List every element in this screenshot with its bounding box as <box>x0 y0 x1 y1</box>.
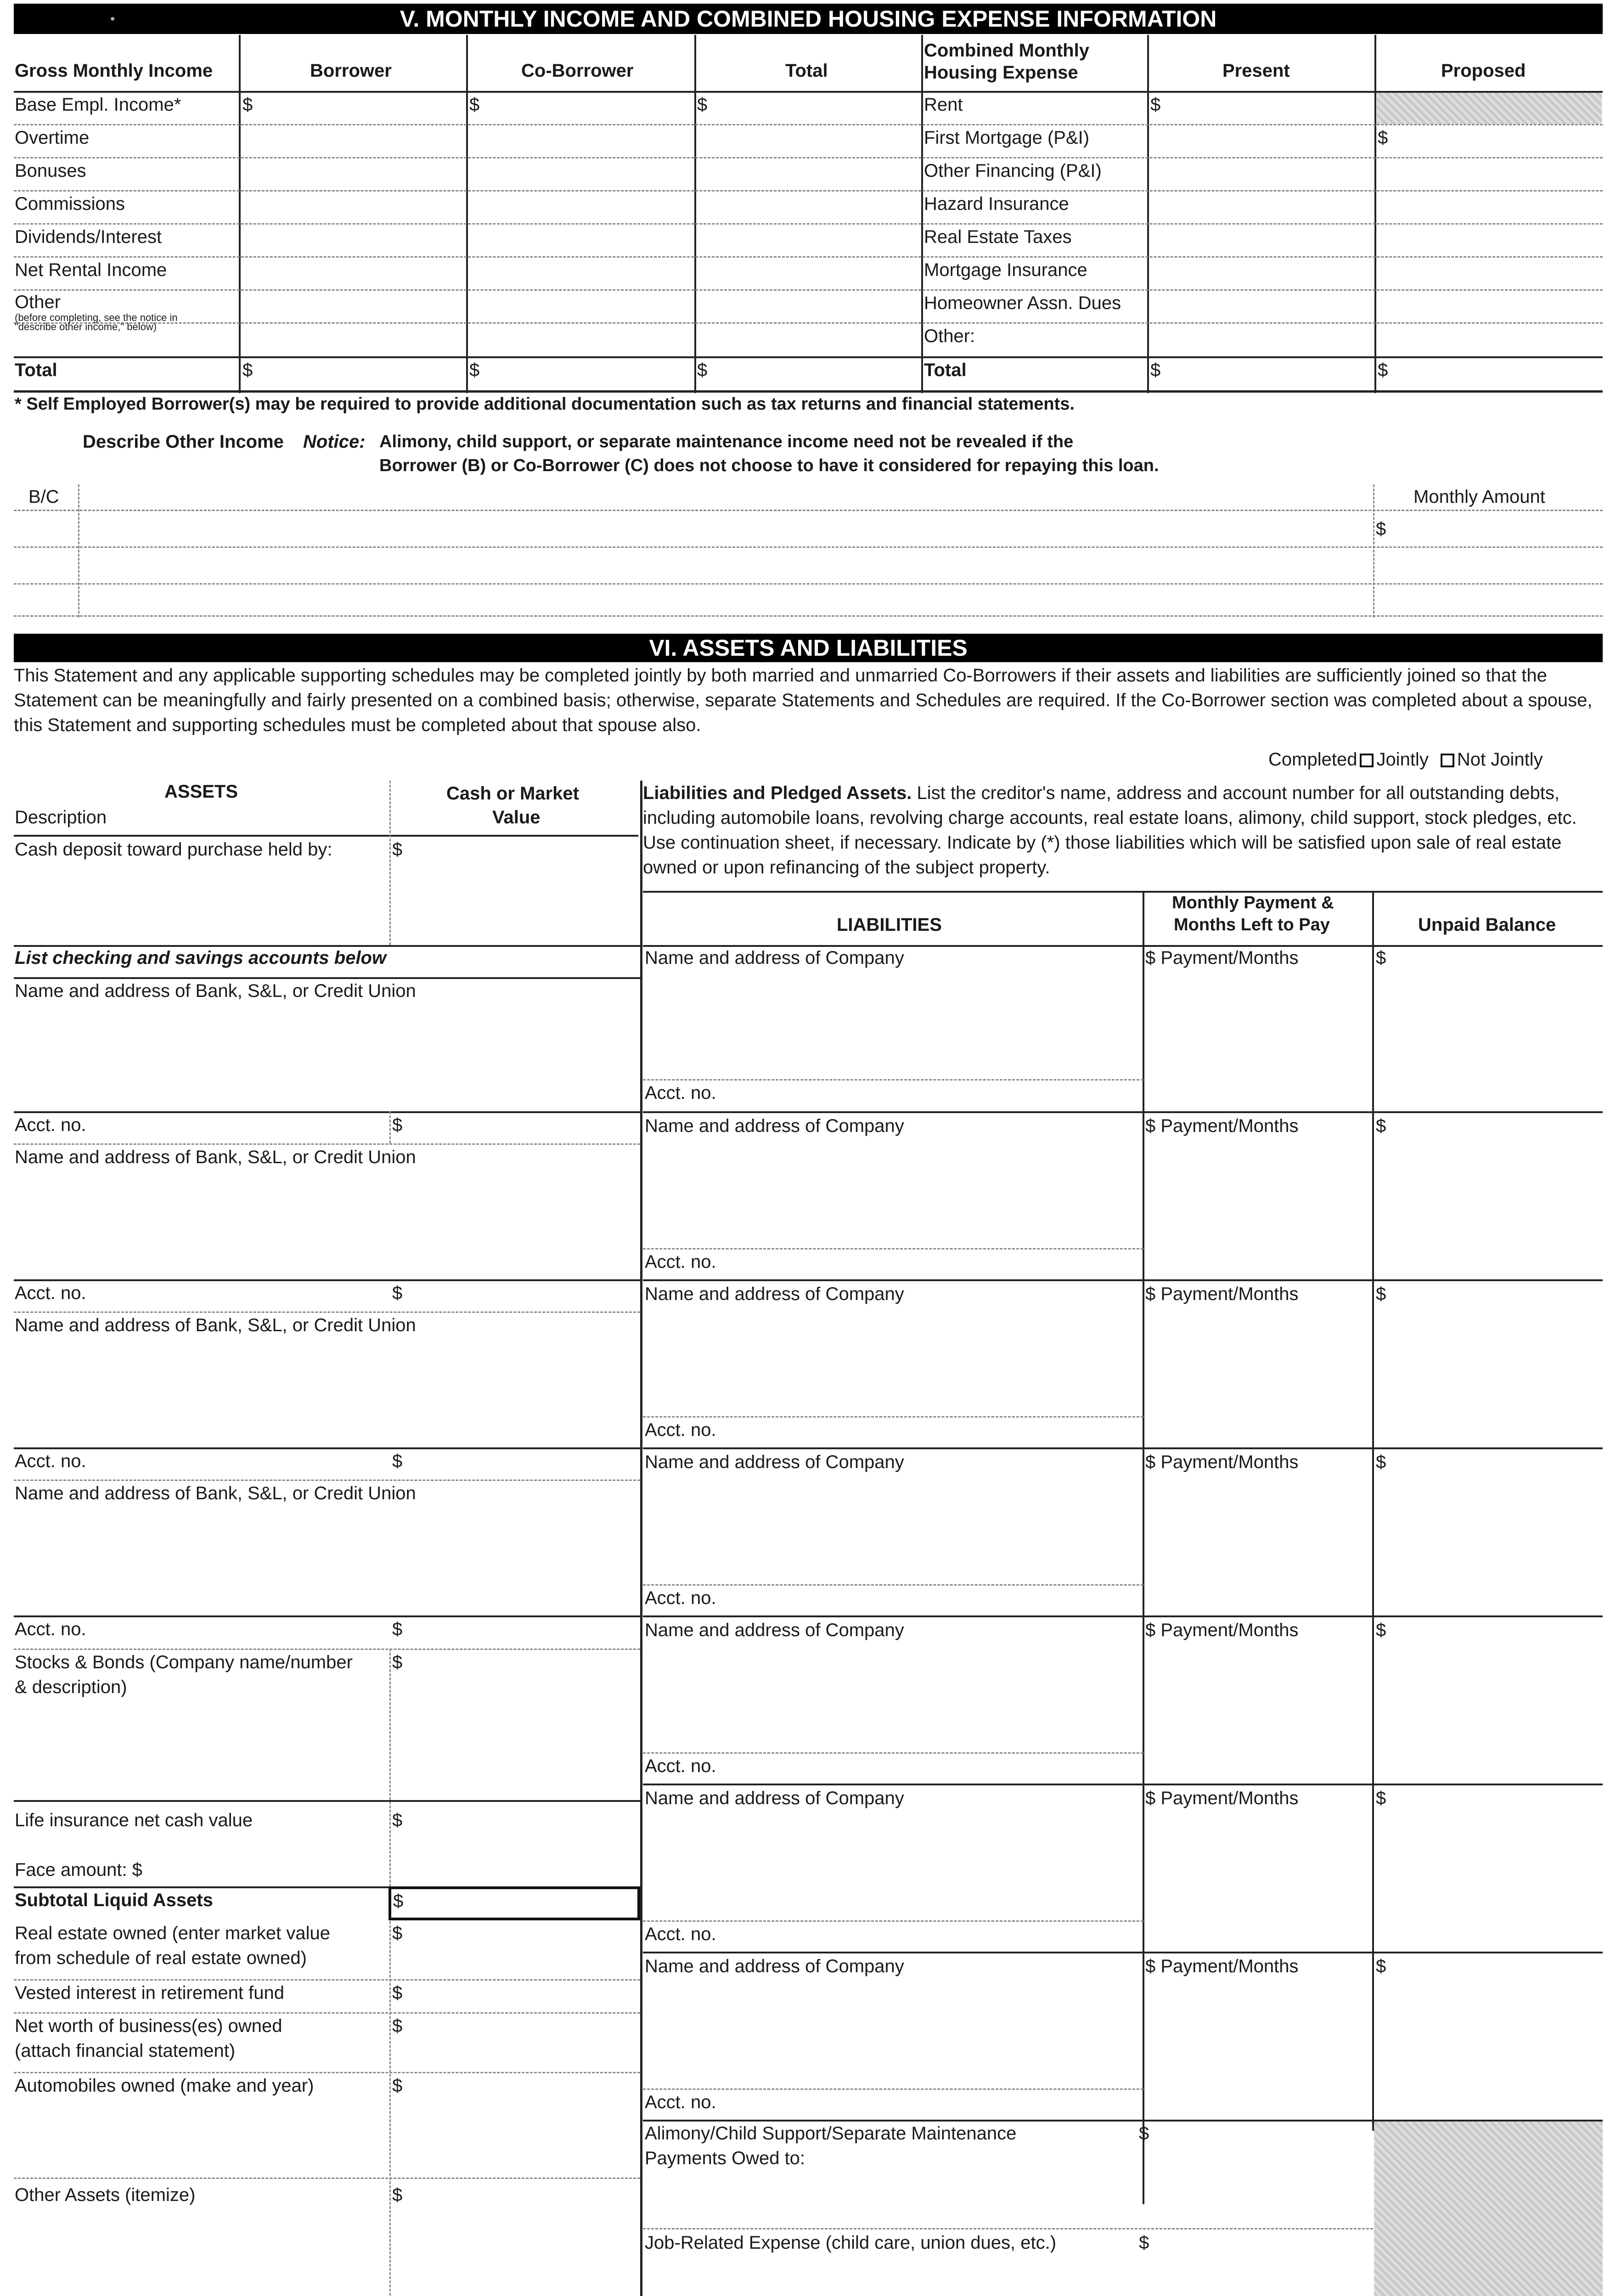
coborrower-total-dollar: $ <box>469 360 480 380</box>
housing-row-label: Other Financing (P&I) <box>924 161 1102 181</box>
monthly-amount-label: Monthly Amount <box>1413 487 1545 507</box>
liabilities-pledged-title: Liabilities and Pledged Assets. <box>643 783 912 803</box>
unpaid-dollar: $ <box>1376 1620 1386 1640</box>
company-label: Name and address of Company <box>645 948 904 968</box>
stocks-dollar: $ <box>392 1652 403 1672</box>
not-jointly-text: Not Jointly <box>1457 749 1543 770</box>
bank-label: Name and address of Bank, S&L, or Credit Union <box>15 1315 416 1335</box>
subtotal-liquid-label: Subtotal Liquid Assets <box>15 1890 213 1910</box>
payment-months-label: $ Payment/Months <box>1145 1452 1299 1472</box>
total-total-dollar: $ <box>697 360 708 380</box>
present-header: Present <box>1222 61 1290 81</box>
company-label: Name and address of Company <box>645 1620 904 1640</box>
self-employed-note: * Self Employed Borrower(s) may be required to provide additional documentation such as tax returns and financial statements. <box>15 394 1075 414</box>
acct-dollar: $ <box>392 1451 403 1471</box>
liabilities-intro <box>643 781 1603 880</box>
section-v-title: V. MONTHLY INCOME AND COMBINED HOUSING EXPENSE INFORMATION <box>14 4 1603 34</box>
alimony-label: Alimony/Child Support/Separate Maintenance <box>645 2123 1017 2144</box>
subtotal-dollar: $ <box>393 1891 404 1911</box>
bank-label: Name and address of Bank, S&L, or Credit Union <box>15 981 416 1001</box>
jointly-text: Jointly <box>1376 749 1429 770</box>
notice-text-1: Alimony, child support, or separate maintenance income need not be revealed if the <box>379 432 1074 451</box>
total-dollar: $ <box>697 95 708 115</box>
company-label: Name and address of Company <box>645 1452 904 1472</box>
proposed-rent-shaded <box>1377 93 1602 124</box>
company-label: Name and address of Company <box>645 1788 904 1808</box>
borrower-dollar: $ <box>242 95 253 115</box>
housing-row-label: First Mortgage (P&I) <box>924 128 1090 148</box>
value-header: Value <box>492 807 541 827</box>
acct-label: Acct. no. <box>645 2092 716 2112</box>
acct-label: Acct. no. <box>645 1252 716 1272</box>
acct-label: Acct. no. <box>645 1924 716 1944</box>
section-vi-intro: This Statement and any applicable supporting schedules may be completed jointly by both married and unmarried Co-Borrowers if their assets and liabilities are sufficiently joined so that the Statement can be meaningfully and fairly presented on a combined basis; otherwise, separate Statements and Schedules are required. If the Co-Borrower section was completed about a spouse, this Statement and supporting schedules must be completed about that spouse also. <box>14 665 1593 735</box>
housing-total-label: Total <box>924 360 967 380</box>
other-assets-dollar: $ <box>392 2185 403 2205</box>
autos-label: Automobiles owned (make and year) <box>15 2076 314 2096</box>
bc-label: B/C <box>28 487 59 507</box>
unpaid-dollar: $ <box>1376 948 1386 968</box>
acct-label: Acct. no. <box>645 1083 716 1103</box>
unpaid-dollar: $ <box>1376 1116 1386 1136</box>
total-header: Total <box>785 61 828 81</box>
company-label: Name and address of Company <box>645 1116 904 1136</box>
income-row-label: Net Rental Income <box>15 260 167 280</box>
income-row-label: Overtime <box>15 128 90 148</box>
asset-dollar: $ <box>392 839 403 860</box>
income-total-label: Total <box>15 360 57 380</box>
housing-row-label: Homeowner Assn. Dues <box>924 293 1121 313</box>
acct-label: Acct. no. <box>645 1420 716 1440</box>
payment-months-label: $ Payment/Months <box>1145 1788 1299 1808</box>
description-header: Description <box>15 807 107 827</box>
job-dollar: $ <box>1139 2233 1149 2253</box>
unpaid-balance-header: Unpaid Balance <box>1418 915 1556 935</box>
acct-label: Acct. no. <box>15 1451 86 1471</box>
housing-row-label: Mortgage Insurance <box>924 260 1087 280</box>
unpaid-dollar: $ <box>1376 1788 1386 1808</box>
other-income-note: (before completing, see the notice in "describe other income," below) <box>15 312 178 332</box>
gross-monthly-income-header: Gross Monthly Income <box>15 61 213 81</box>
proposed-dollar: $ <box>1378 128 1388 148</box>
cash-market-header: Cash or Market <box>446 783 579 804</box>
monthly-payment-header-1: Monthly Payment & <box>1172 893 1334 912</box>
life-dollar: $ <box>392 1810 403 1830</box>
bank-label: Name and address of Bank, S&L, or Credit Union <box>15 1483 416 1503</box>
coborrower-header: Co-Borrower <box>521 61 634 81</box>
acct-dollar: $ <box>392 1283 403 1303</box>
income-row-label: Bonuses <box>15 161 86 181</box>
real-estate-label: Real estate owned (enter market value <box>15 1923 331 1943</box>
company-label: Name and address of Company <box>645 1284 904 1304</box>
borrower-total-dollar: $ <box>242 360 253 380</box>
combined-monthly-header: Combined Monthly <box>924 40 1089 61</box>
completed-label <box>1268 748 1543 771</box>
notice-label: Notice: <box>303 432 366 452</box>
other-income-label: Other <box>15 292 61 312</box>
unpaid-dollar: $ <box>1376 1452 1386 1472</box>
jointly-checkbox[interactable] <box>1360 754 1374 767</box>
acct-dollar: $ <box>392 1619 403 1639</box>
present-total-dollar: $ <box>1150 360 1161 380</box>
vested-label: Vested interest in retirement fund <box>15 1983 284 2003</box>
stocks-label: Stocks & Bonds (Company name/number <box>15 1652 353 1672</box>
networth-business-label-2: (attach financial statement) <box>15 2041 236 2061</box>
describe-other-income: Describe Other Income <box>83 432 284 452</box>
completed-text: Completed <box>1268 749 1357 770</box>
not-jointly-checkbox[interactable] <box>1441 754 1454 767</box>
acct-label: Acct. no. <box>15 1619 86 1639</box>
payment-months-label: $ Payment/Months <box>1145 948 1299 968</box>
unpaid-dollar: $ <box>1376 1284 1386 1304</box>
alimony-label-2: Payments Owed to: <box>645 2148 805 2168</box>
payment-months-label: $ Payment/Months <box>1145 1116 1299 1136</box>
housing-expense-header: Housing Expense <box>924 62 1078 83</box>
other-assets-label: Other Assets (itemize) <box>15 2185 196 2205</box>
face-amount-label: Face amount: $ <box>15 1860 142 1880</box>
section-vi-title: VI. ASSETS AND LIABILITIES <box>14 634 1603 662</box>
proposed-total-dollar: $ <box>1378 360 1388 380</box>
networth-business-dollar: $ <box>392 2016 403 2036</box>
corner-mark: • <box>110 11 115 27</box>
coborrower-dollar: $ <box>469 95 480 115</box>
monthly-amount-dollar: $ <box>1376 519 1386 539</box>
income-row-label: Base Empl. Income* <box>15 95 181 115</box>
job-expense-label: Job-Related Expense (child care, union dues, etc.) <box>645 2233 1057 2253</box>
cash-deposit-label: Cash deposit toward purchase held by: <box>15 839 332 860</box>
housing-row-label: Other: <box>924 326 975 346</box>
list-checking-label: List checking and savings accounts below <box>15 948 387 968</box>
borrower-header: Borrower <box>310 61 392 81</box>
proposed-header: Proposed <box>1441 61 1526 81</box>
acct-label: Acct. no. <box>15 1115 86 1135</box>
real-estate-label-2: from schedule of real estate owned) <box>15 1948 307 1968</box>
payment-months-label: $ Payment/Months <box>1145 1956 1299 1976</box>
liabilities-header: LIABILITIES <box>837 915 942 935</box>
bank-label: Name and address of Bank, S&L, or Credit Union <box>15 1147 416 1167</box>
notice-text-2: Borrower (B) or Co-Borrower (C) does not choose to have it considered for repaying this loan. <box>379 456 1159 475</box>
acct-label: Acct. no. <box>645 1588 716 1608</box>
housing-row-label: Real Estate Taxes <box>924 227 1072 247</box>
acct-label: Acct. no. <box>15 1283 86 1303</box>
unpaid-dollar: $ <box>1376 1956 1386 1976</box>
monthly-payment-header-2: Months Left to Pay <box>1174 915 1330 934</box>
liabilities-intro-text: List the creditor's name, address and account number for all outstanding debts, including automobile loans, revolving charge accounts, real estate loans, alimony, child support, stock pledges, etc. Use continuation sheet, if necessary. Indicate by (*) those liabilities which will be satisfied upon sale of real estate owned or upon refinancing of the subject property. <box>643 783 1577 878</box>
payment-months-label: $ Payment/Months <box>1145 1620 1299 1640</box>
networth-business-label: Net worth of business(es) owned <box>15 2016 282 2036</box>
acct-label: Acct. no. <box>645 1756 716 1776</box>
payment-months-label: $ Payment/Months <box>1145 1284 1299 1304</box>
assets-header: ASSETS <box>164 782 238 802</box>
company-label: Name and address of Company <box>645 1956 904 1976</box>
stocks-label-2: & description) <box>15 1677 127 1697</box>
income-row-label: Dividends/Interest <box>15 227 162 247</box>
income-row-label: Commissions <box>15 194 125 214</box>
alimony-dollar: $ <box>1139 2123 1149 2144</box>
vested-dollar: $ <box>392 1983 403 2003</box>
autos-dollar: $ <box>392 2076 403 2096</box>
housing-row-label: Hazard Insurance <box>924 194 1069 214</box>
present-dollar: $ <box>1150 95 1161 115</box>
real-estate-dollar: $ <box>392 1923 403 1943</box>
subtotal-liquid-box[interactable] <box>389 1886 640 1920</box>
alimony-shaded-area <box>1374 2122 1603 2296</box>
acct-dollar: $ <box>392 1115 403 1135</box>
life-insurance-label: Life insurance net cash value <box>15 1810 253 1830</box>
housing-row-label: Rent <box>924 95 963 115</box>
